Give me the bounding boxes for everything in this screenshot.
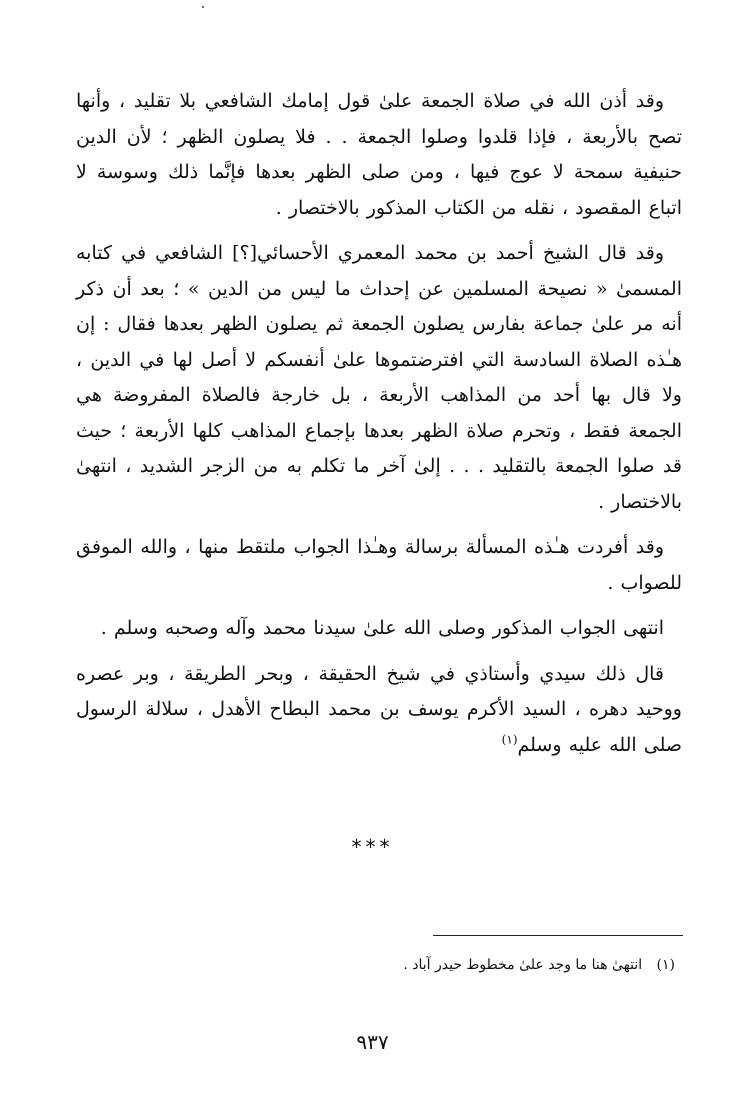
paragraph-5 <box>76 657 682 764</box>
paragraph-3-text: وقد أفردت هـٰذه المسألة برسالة وهـٰذا الجواب ملتقط منها ، والله الموفق للصواب . <box>76 536 682 594</box>
paragraph-2 <box>76 236 682 520</box>
paragraph-4-text: انتهى الجواب المذكور وصلى الله علىٰ سيدنا محمد وآله وصحبه وسلم . <box>100 617 664 639</box>
footnote <box>55 955 675 975</box>
footnote-reference: (١) <box>501 732 518 747</box>
section-separator: *** <box>351 835 394 859</box>
footnote-text: انتهىٰ هنا ما وجد علىٰ مخطوط حيدر آباد . <box>403 957 643 973</box>
paragraph-3 <box>76 530 682 601</box>
footnote-number: (١) <box>656 957 675 973</box>
main-text <box>76 84 682 763</box>
footnote-divider <box>433 935 683 936</box>
paragraph-5-text: قال ذلك سيدي وأستاذي في شيخ الحقيقة ، وبحر الطريقة ، وبر عصره ووحيد دهره ، السيد الأكرم يوسف بن محمد البطاح الأهدل ، سلالة الرسول صلى الله عليه وسلم <box>76 662 682 756</box>
paragraph-1-text: وقد أذن الله في صلاة الجمعة علىٰ قول إمامك الشافعي بلا تقليد ، وأنها تصح بالأربعة ، فإذا قلدوا وصلوا الجمعة . . فلا يصلون الظهر ؛ لأن الدين حنيفية سمحة لا عوج فيها ، ومن صلى الظهر بعدها فإنَّما ذلك وسوسة لا اتباع المقصود ، نقله من الكتاب المذكور بالاختصار . <box>76 90 682 219</box>
paragraph-4 <box>76 611 682 647</box>
scan-speck <box>202 6 204 8</box>
page-number: ٩٣٧ <box>356 1030 389 1054</box>
paragraph-1 <box>76 84 682 226</box>
paragraph-2-text: وقد قال الشيخ أحمد بن محمد المعمري الأحسائي[؟] الشافعي في كتابه المسمىٰ « نصيحة المسلمين عن إحداث ما ليس من الدين » ؛ بعد أن ذكر أنه مر علىٰ جماعة بفارس يصلون الجمعة ثم يصلون الظهر بعدها فقال : إن هـٰذه الصلاة السادسة التي افترضتموها علىٰ أنفسكم لا أصل لها في الدين ، ولا قال بها أحد من المذاهب الأربعة ، بل خارجة فالصلاة المفروضة هي الجمعة فقط ، وتحرم صلاة الظهر بعدها بإجماع المذاهب كلها الأربعة ؛ حيث قد صلوا الجمعة بالتقليد . . . إلىٰ آخر ما تكلم به من الزجر الشديد ، انتهىٰ بالاختصار . <box>76 242 682 513</box>
